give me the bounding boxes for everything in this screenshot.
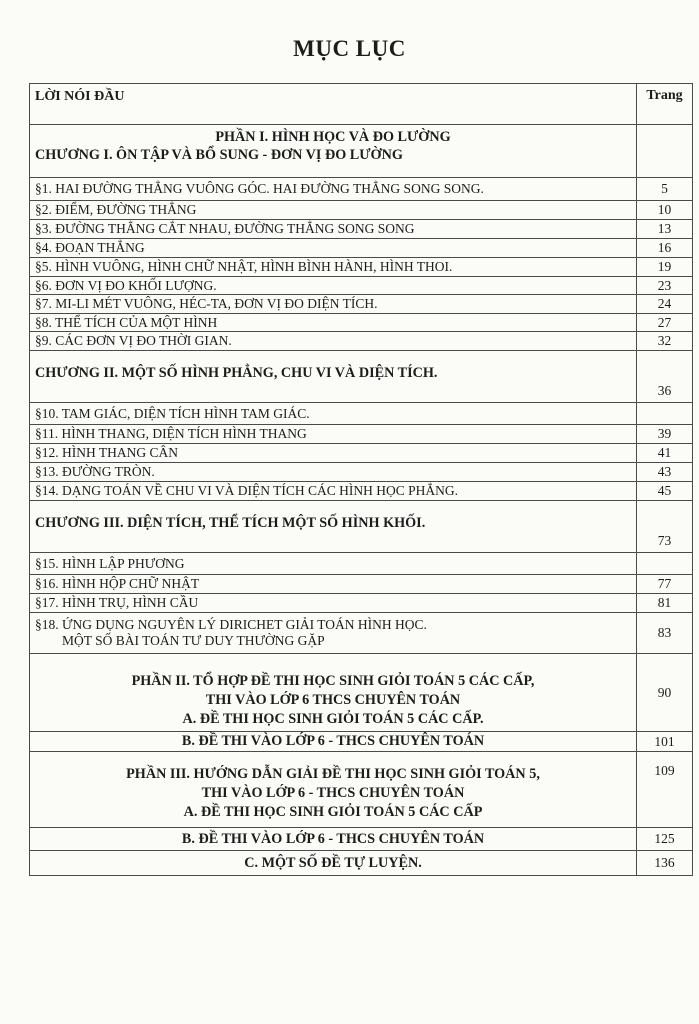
part2-section-a: A. ĐỀ THI HỌC SINH GIỎI TOÁN 5 CÁC CẤP. (182, 711, 484, 727)
toc-item-page (637, 403, 693, 425)
toc-item-page: 10 (637, 201, 693, 220)
toc-row (30, 444, 693, 463)
toc-row (30, 594, 693, 613)
toc-item-page: 83 (637, 613, 693, 654)
toc-item-label: §1. HAI ĐƯỜNG THẲNG VUÔNG GÓC. HAI ĐƯỜNG THẲNG SONG SONG. (30, 178, 637, 201)
toc-row (30, 295, 693, 314)
toc-item-page: 136 (637, 851, 693, 876)
toc-row (30, 314, 693, 332)
toc-row (30, 732, 693, 752)
toc-header-row (30, 84, 693, 125)
chapter2-title: CHƯƠNG II. MỘT SỐ HÌNH PHẲNG, CHU VI VÀ DIỆN TÍCH. (35, 365, 438, 381)
toc-row (30, 553, 693, 575)
chapter3-title: CHƯƠNG III. DIỆN TÍCH, THỂ TÍCH MỘT SỐ HÌNH KHỐI. (35, 515, 426, 531)
toc-item-page: 81 (637, 594, 693, 613)
toc-row (30, 332, 693, 351)
toc-item-page: 27 (637, 314, 693, 332)
toc-item-label: §11. HÌNH THANG, DIỆN TÍCH HÌNH THANG (30, 425, 637, 444)
toc-item-label: §10. TAM GIÁC, DIỆN TÍCH HÌNH TAM GIÁC. (30, 403, 637, 425)
toc-row (30, 575, 693, 594)
part2-title-line1: PHẦN II. TỔ HỢP ĐỀ THI HỌC SINH GIỎI TOÁN 5 CÁC CẤP, (131, 673, 535, 689)
toc-item-page: 24 (637, 295, 693, 314)
toc-item-label: §18. ỨNG DỤNG NGUYÊN LÝ DIRICHET GIẢI TOÁN HÌNH HỌC. (35, 617, 427, 632)
toc-row (30, 220, 693, 239)
chapter2-heading-row (30, 351, 693, 403)
page-title: MỤC LỤC (293, 36, 406, 61)
part3-section-c: C. MỘT SỐ ĐỀ TỰ LUYỆN. (30, 851, 637, 876)
toc-row (30, 851, 693, 876)
part2-title-line2: THI VÀO LỚP 6 THCS CHUYÊN TOÁN (205, 692, 461, 708)
toc-item-label: §5. HÌNH VUÔNG, HÌNH CHỮ NHẬT, HÌNH BÌNH HÀNH, HÌNH THOI. (30, 258, 637, 277)
preface-label: LỜI NÓI ĐẦU (30, 84, 637, 125)
toc-item-label: §7. MI-LI MÉT VUÔNG, HÉC-TA, ĐƠN VỊ ĐO DIỆN TÍCH. (30, 295, 637, 314)
part3-title-line2: THI VÀO LỚP 6 - THCS CHUYÊN TOÁN (201, 785, 465, 801)
toc-row (30, 828, 693, 851)
part3-page: 109 (637, 752, 693, 828)
toc-item-label: §13. ĐƯỜNG TRÒN. (30, 463, 637, 482)
part3-section-a: A. ĐỀ THI HỌC SINH GIỎI TOÁN 5 CÁC CẤP (183, 804, 483, 820)
page-column-header: Trang (637, 84, 693, 125)
toc-item-label: §2. ĐIỂM, ĐƯỜNG THẲNG (30, 201, 637, 220)
toc-item-label-continued: MỘT SỐ BÀI TOÁN TƯ DUY THƯỜNG GẶP (62, 633, 325, 648)
toc-row (30, 178, 693, 201)
toc-item-label: §16. HÌNH HỘP CHỮ NHẬT (30, 575, 637, 594)
toc-item-page (637, 553, 693, 575)
part2-page: 90 (637, 654, 693, 732)
toc-item-label: §6. ĐƠN VỊ ĐO KHỐI LƯỢNG. (30, 277, 637, 295)
toc-item-page: 5 (637, 178, 693, 201)
chapter3-heading-row (30, 501, 693, 553)
chapter1-title: CHƯƠNG I. ÔN TẬP VÀ BỔ SUNG - ĐƠN VỊ ĐO LƯỜNG (35, 147, 403, 163)
part3-heading-row (30, 752, 693, 828)
toc-item-label: §8. THỂ TÍCH CỦA MỘT HÌNH (30, 314, 637, 332)
part1-title: PHẦN I. HÌNH HỌC VÀ ĐO LƯỜNG (215, 129, 451, 145)
chapter2-page: 36 (637, 351, 693, 403)
toc-item-page: 45 (637, 482, 693, 501)
toc-item-page: 101 (637, 732, 693, 752)
toc-item-label: §9. CÁC ĐƠN VỊ ĐO THỜI GIAN. (30, 332, 637, 351)
toc-item-label: §12. HÌNH THANG CÂN (30, 444, 637, 463)
toc-item-page: 23 (637, 277, 693, 295)
toc-row (30, 425, 693, 444)
toc-item-page: 19 (637, 258, 693, 277)
toc-row (30, 403, 693, 425)
toc-row (30, 463, 693, 482)
toc-item-page: 16 (637, 239, 693, 258)
toc-item-label: §14. DẠNG TOÁN VỀ CHU VI VÀ DIỆN TÍCH CÁC HÌNH HỌC PHẲNG. (30, 482, 637, 501)
toc-row (30, 258, 693, 277)
part1-heading-row (30, 125, 693, 178)
part2-heading-row (30, 654, 693, 732)
chapter3-page: 73 (637, 501, 693, 553)
toc-item-page: 13 (637, 220, 693, 239)
toc-item-label: §17. HÌNH TRỤ, HÌNH CẦU (30, 594, 637, 613)
part2-section-b: B. ĐỀ THI VÀO LỚP 6 - THCS CHUYÊN TOÁN (30, 732, 637, 752)
toc-row (30, 239, 693, 258)
toc-item-label: §4. ĐOẠN THẲNG (30, 239, 637, 258)
toc-item-page: 43 (637, 463, 693, 482)
toc-item-label: §15. HÌNH LẬP PHƯƠNG (30, 553, 637, 575)
toc-item-label: §3. ĐƯỜNG THẲNG CẮT NHAU, ĐƯỜNG THẲNG SONG SONG (30, 220, 637, 239)
toc-item-page: 32 (637, 332, 693, 351)
toc-item-page: 41 (637, 444, 693, 463)
toc-row (30, 482, 693, 501)
part3-section-b: B. ĐỀ THI VÀO LỚP 6 - THCS CHUYÊN TOÁN (30, 828, 637, 851)
toc-item-page: 77 (637, 575, 693, 594)
toc-item-page: 125 (637, 828, 693, 851)
toc-row (30, 277, 693, 295)
toc-row (30, 201, 693, 220)
part3-title-line1: PHẦN III. HƯỚNG DẪN GIẢI ĐỀ THI HỌC SINH GIỎI TOÁN 5, (126, 766, 540, 782)
toc-row (30, 613, 693, 654)
toc-item-page: 39 (637, 425, 693, 444)
toc-table (29, 83, 693, 876)
